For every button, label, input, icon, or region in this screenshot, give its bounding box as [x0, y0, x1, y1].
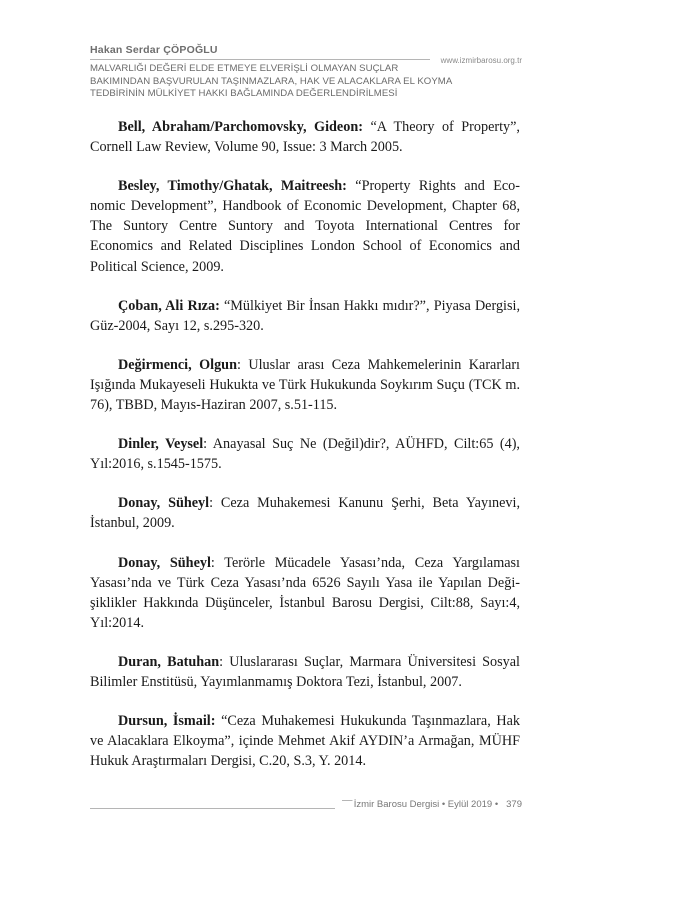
entry-author: Besley, Timothy/Ghatak, Maitreesh: [118, 178, 347, 195]
entry-text: : Terörle Mücadele Yasası’nda, Ceza Yargılaması Yasası’nda ve Türk Ceza Yasası’nda 6526 Sayılı Yasa ile Yapılan Değişiklikler Hakkında Düşünceler, İstanbul Barosu Dergisi, Cilt:88, Sayı:4, Yıl:2014. [90, 554, 520, 631]
entry-text: : Uluslar arası Ceza Mahkemelerinin Kararları Işığında Mukayeseli Hukukta ve Türk Hukukunda Soykırım Suçu (TCK m. 76), TBBD, Mayıs-Haziran 2007, s.51-115. [90, 356, 520, 414]
running-footer [90, 793, 522, 813]
author-name: Hakan Serdar ÇÖPOĞLU [90, 44, 218, 56]
entry-author: Bell, Abraham/Parchomovsky, Gideon: [118, 119, 363, 135]
entry-text: : Uluslararası Suçlar, Marmara Üniversitesi Sosyal Bilimler Enstitüsü, Yayımlanmamış Doktora Tezi, İstanbul, 2007. [90, 653, 521, 690]
journal-issue: İzmir Barosu Dergisi • Eylül 2019 • [353, 799, 499, 810]
entry-text: : Ceza Muhakemesi Kanunu Şerhi, Beta Yayınevi, İstanbul, 2009. [90, 495, 520, 532]
entry-text: “Property Rights and Economic Development”, Handbook of Economic Development, Chapter 68, The Suntory Centre Suntory and Toyota International Centres for Economics and Related Disciplines London School of Economics and Political Science, 2009. [90, 178, 520, 275]
footer-divider-slant [334, 800, 353, 809]
bibliography-entry [90, 176, 520, 276]
entry-text: “A Theory of Property”, Cornell Law Review, Volume 90, Issue: 3 March 2005. [90, 119, 520, 156]
entry-text: : Anayasal Suç Ne (Değil)dir?, AÜHFD, Cilt:65 (4), Yıl:2016, s.1545-1575. [90, 436, 520, 473]
entry-author: Çoban, Ali Rıza: [118, 297, 220, 314]
website-url[interactable]: www.izmirbarosu.org.tr [440, 56, 522, 65]
bibliography-entry [90, 553, 520, 633]
bibliography-entry [90, 117, 520, 157]
entry-author: Donay, Süheyl [118, 554, 211, 571]
bibliography-entry [90, 652, 520, 692]
header-divider [90, 59, 430, 60]
footer-divider [90, 808, 335, 809]
entry-author: Değirmenci, Olgun [118, 356, 237, 373]
footer-divider-end [342, 800, 346, 801]
article-title: MALVARLIĞI DEĞERİ ELDE ETMEYE ELVERİŞLİ OLMAYAN SUÇLAR BAKIMINDAN BAŞVURULAN TAŞINMAZLARA, HAK VE ALACAKLARA EL KOYMA TEDBİRİNİN MÜLKİYET HAKKI BAĞLAMINDA DEĞERLENDİRİLMESİ [90, 63, 453, 99]
entry-author: Dursun, İsmail: [118, 713, 216, 730]
entry-text: “Ceza Muhakemesi Hukukunda Taşınmazlara, Hak ve Alacaklara Elkoyma”, içinde Mehmet Akif AYDIN’a Armağan, MÜHF Hukuk Araştırmaları Dergisi, C.20, S.3, Y. 2014. [90, 713, 520, 770]
entry-author: Duran, Batuhan [118, 653, 220, 670]
footer-journal-info [354, 799, 522, 810]
entry-text: “Mülkiyet Bir İnsan Hakkı mıdır?”, Piyasa Dergisi, Güz-2004, Sayı 12, s.295-320. [90, 297, 520, 334]
page-number: 379 [506, 799, 522, 810]
running-header [90, 44, 522, 101]
bibliography-entry [90, 355, 520, 415]
bibliography-entry [90, 296, 520, 336]
bibliography-entry [90, 711, 520, 771]
entry-author: Dinler, Veysel [118, 436, 204, 453]
bibliography-entry [90, 493, 520, 533]
bibliography-entry [90, 434, 520, 474]
bibliography-list [90, 117, 520, 790]
entry-author: Donay, Süheyl [118, 495, 210, 512]
